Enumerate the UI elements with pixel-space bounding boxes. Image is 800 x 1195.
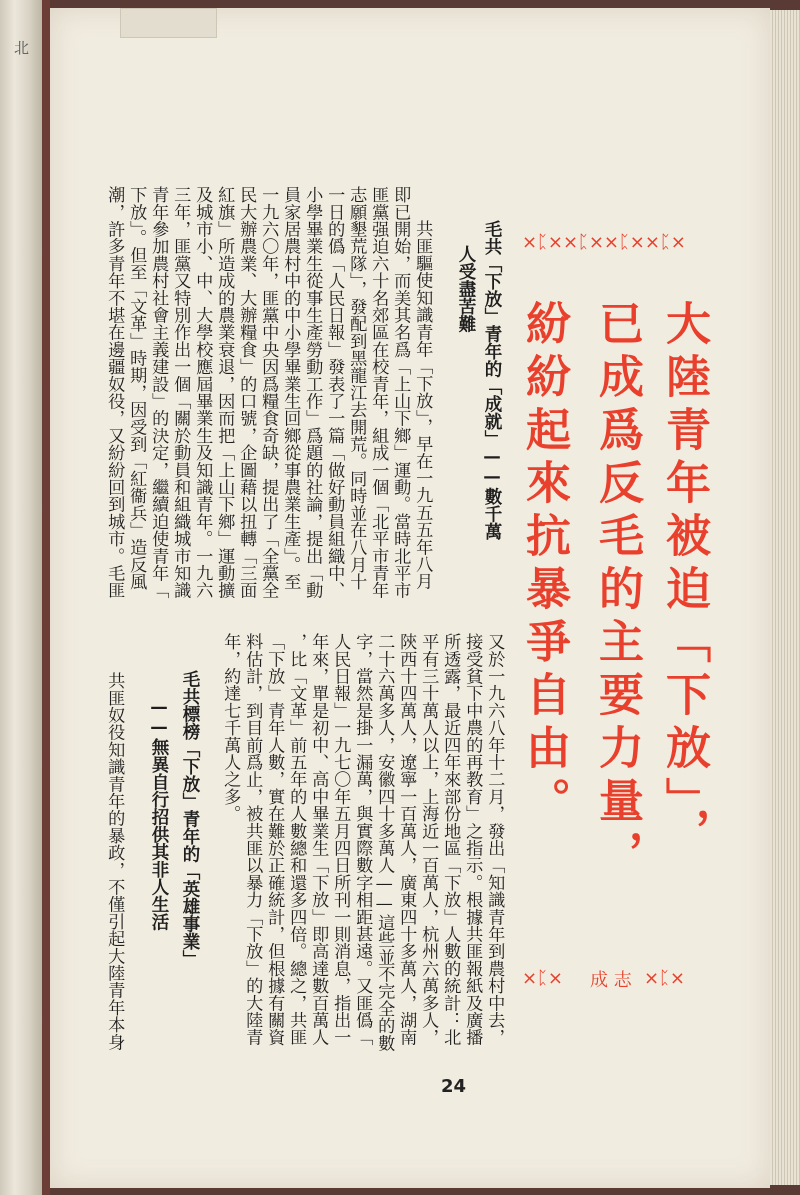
body-column: 小學畢業生從事生產勞動工作」爲題的社論，提出「動 <box>302 186 323 599</box>
title-column-3: 紛紛起來抗暴爭自由。 <box>518 300 571 830</box>
body-column: 二十六萬多人，安徽四十多萬人——這些並不完全的數 <box>374 633 395 1052</box>
ornament-bottom-left: ⨯ᛈ⨯ <box>522 968 563 989</box>
body-column: 年來，單是初中、高中畢業生「下放」即高達數百萬人 <box>308 633 329 1046</box>
body-column: 一日的僞「人民日報」發表了一篇「做好動員組織中、 <box>324 186 345 599</box>
body-column: 所透露，最近四年來部份地區「下放」人數的統計：北 <box>440 633 461 1046</box>
section1-heading-line1: 毛共「下放」青年的「成就」——數千萬 <box>482 220 502 540</box>
body-column: 字，當然是掛一漏萬，與實際數字相距甚遠。又匪僞「 <box>352 633 373 1046</box>
body-column: 人民日報」一九七〇年五月四日所刊一則消息，指出一 <box>330 633 351 1046</box>
book-page <box>50 8 770 1188</box>
body-column: 潮，許多青年不堪在邊疆奴役，又紛紛回到城市。毛匪 <box>104 186 125 599</box>
body-column: 下放」。但至「文革」時期，因受到「紅衞兵」造反風 <box>126 186 147 591</box>
body-column: 年，約達七千萬人之多。 <box>220 633 241 823</box>
body-column: 青年參加農村社會主義建設」的決定，繼續迫使青年「 <box>148 186 169 599</box>
left-page-edge <box>0 0 42 1195</box>
body-column: 員家居農村中的中小學畢業生回鄉從事農業生產」。至 <box>280 186 301 591</box>
body-column: 一九六〇年，匪黨中央因爲糧食奇缺，提出了「全黨全 <box>258 186 279 599</box>
body-column: 共匪奴役知識青年的暴政，不僅引起大陸青年本身 <box>104 672 125 1051</box>
body-column: 共匪驅使知識青年「下放」，早在一九五五年八月 <box>412 220 433 590</box>
body-column: 陝西十四萬人，遼寧一百萬人，廣東四十多萬人，湖南 <box>396 633 417 1046</box>
body-column: 平有三十萬人以上，上海近一百萬人，杭州六萬多人， <box>418 633 439 1046</box>
section2-heading-line2: ——無異自行招供其非人生活 <box>149 698 169 931</box>
body-column: ，比「文革」前五年的人數總和還多四倍。總之，共匪 <box>286 633 307 1046</box>
body-column: 又於一九六八年十二月，發出「知識青年到農村中去， <box>484 633 505 1046</box>
page-number: 24 <box>441 1076 467 1097</box>
body-column: 民大辦農業、大辦糧食」的口號，企圖藉以扭轉「三面 <box>236 186 257 599</box>
section1-heading-line2: 人受盡苦難 <box>456 245 476 333</box>
body-column: 接受貧下中農的再教育」之指示。根據共匪報紙及廣播 <box>462 633 483 1046</box>
body-column: 料估計，到目前爲止，被共匪以暴力「下放」的大陸青 <box>242 633 263 1046</box>
body-column: 匪黨强迫六十名郊區在校青年，組成一個「北平市青年 <box>368 186 389 599</box>
tape-strip <box>120 8 217 38</box>
title-column-1: 大陸青年被迫「下放」， <box>658 300 711 861</box>
book-cover-edge <box>42 0 50 1195</box>
ornament-bottom-right: ⨯ᛈ⨯ <box>644 968 685 989</box>
body-column: 紅旗」所造成的農業衰退，因而把「上山下鄉」運動擴 <box>214 186 235 599</box>
body-column: 三年，匪黨又特別作出一個「關於動員和組織城市知識 <box>170 186 191 599</box>
body-column: 及城市小、中、大學校應屆畢業生及知識青年。一九六 <box>192 186 213 599</box>
title-column-2: 已成爲反毛的主要力量， <box>591 300 644 883</box>
body-column: 志願墾荒隊」，發配到黑龍江去開荒。同時並在八月十 <box>346 186 367 591</box>
left-page-fragment: 北 <box>12 40 30 55</box>
section2-heading-line1: 毛共標榜「下放」青年的「英雄事業」 <box>180 670 200 968</box>
right-page-stack <box>770 10 800 1185</box>
ornament-top: ⨯ᛈ⨯⨯ᛈ⨯⨯ᛈ⨯⨯ᛈ⨯ <box>522 232 686 253</box>
body-column: 「下放」青年人數，實在難於正確統計，但根據有關資 <box>264 633 285 1046</box>
body-column: 即已開始，而美其名爲「上山下鄉」運動。當時北平市 <box>390 186 411 599</box>
author-name: 成 志 <box>590 970 632 991</box>
